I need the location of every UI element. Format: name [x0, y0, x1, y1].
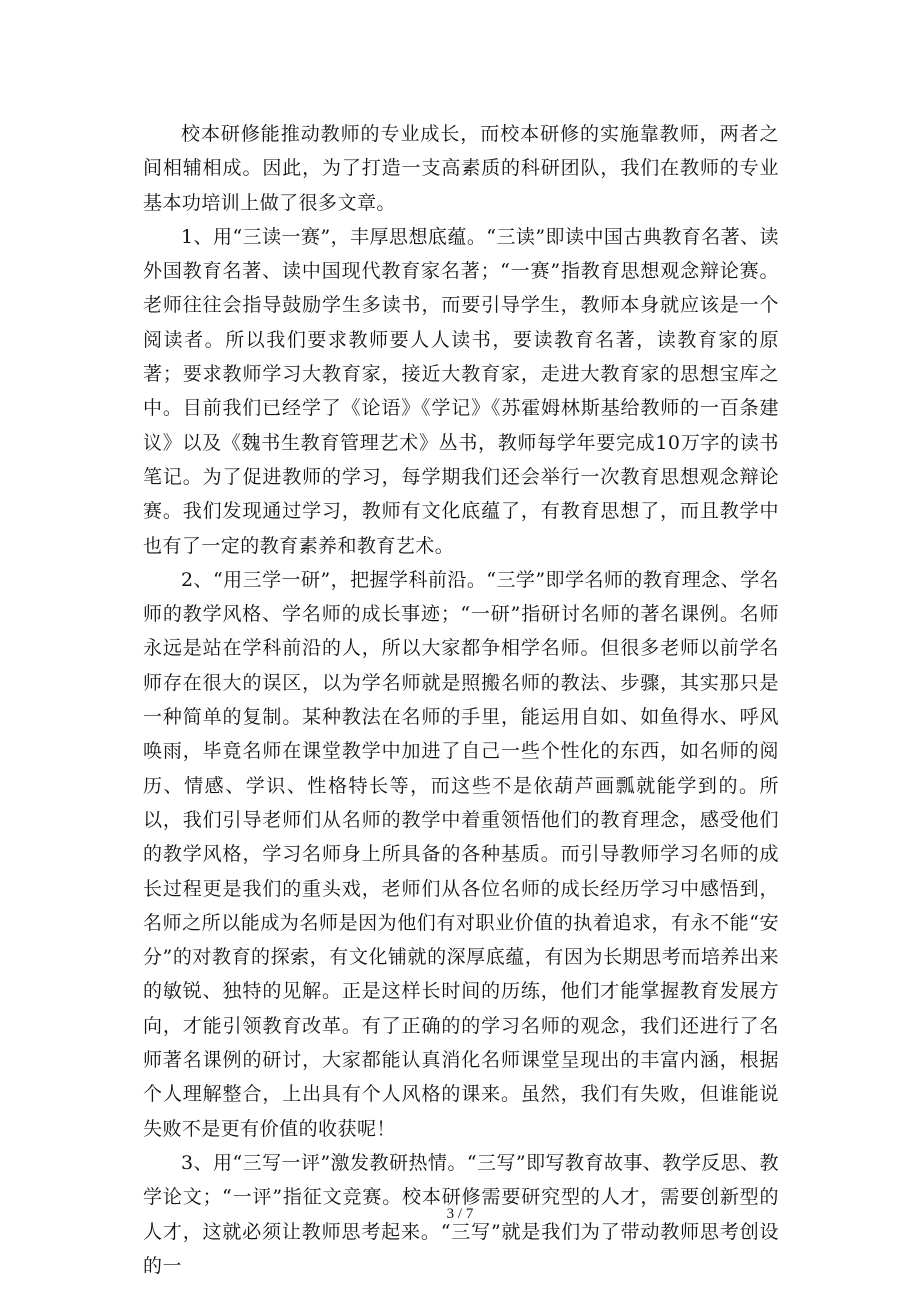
paragraph-intro: 校本研修能推动教师的专业成长，而校本研修的实施靠教师，两者之间相辅相成。因此，为了打造一支高素质的科研团队，我们在教师的专业基本功培训上做了很多文章。 [143, 123, 779, 214]
paragraph-section-1: 1、用“三读一赛”，丰厚思想底蕴。“三读”即读中国古典教育名著、读外国教育名著、读中国现代教育家名著；“一赛”指教育思想观念辩论赛。老师往往会指导鼓励学生多读书，而要引导学生，教师本身就应该是一个阅读者。所以我们要求教师要人人读书，要读教育名著，读教育家的原著；要求教师学习大教育家，接近大教育家，走进大教育家的思想宝库之中。目前我们已经学了《论语》《学记》《苏霍姆林斯基给教师的一百条建议》以及《魏书生教育管理艺术》丛书，教师每学年要完成10万字的读书笔记。为了促进教师的学习，每学期我们还会举行一次教育思想观念辩论赛。我们发现通过学习，教师有文化底蕴了，有教育思想了，而且教学中也有了一定的教育素养和教育艺术。 [143, 225, 779, 557]
paragraph-section-3: 3、用“三写一评”激发教研热情。“三写”即写教育故事、教学反思、教学论文；“一评”指征文竞赛。校本研修需要研究型的人才，需要创新型的人才，这就必须让教师思考起来。“三写”就是我们为了带动教师思考创设的一 [143, 1151, 779, 1277]
page-number: 3 / 7 [446, 1206, 474, 1222]
paragraph-section-2: 2、“用三学一研”，把握学科前沿。“三学”即学名师的教育理念、学名师的教学风格、学名师的成长事迹；“一研”指研讨名师的著名课例。名师永远是站在学科前沿的人，所以大家都争相学名师。但很多老师以前学名师存在很大的误区，以为学名师就是照搬名师的教法、步骤，其实那只是一种简单的复制。某种教法在名师的手里，能运用自如、如鱼得水、呼风唤雨，毕竟名师在课堂教学中加进了自己一些个性化的东西，如名师的阅历、情感、学识、性格特长等，而这些不是依葫芦画瓢就能学到的。所以，我们引导老师们从名师的教学中着重领悟他们的教育理念，感受他们的教学风格，学习名师身上所具备的各种基质。而引导教师学习名师的成长过程更是我们的重头戏，老师们从各位名师的成长经历学习中感悟到，名师之所以能成为名师是因为他们有对职业价值的执着追求，有永不能“安分”的对教育的探索，有文化铺就的深厚底蕴，有因为长期思考而培养出来的敏锐、独特的见解。正是这样长时间的历练，他们才能掌握教育发展方向，才能引领教育改革。有了正确的的学习名师的观念，我们还进行了名师著名课例的研讨，大家都能认真消化名师课堂呈现出的丰富内涵，根据个人理解整合，上出具有个人风格的课来。虽然，我们有失败，但谁能说失败不是更有价值的收获呢！ [143, 568, 779, 1140]
document-body [143, 117, 779, 1283]
